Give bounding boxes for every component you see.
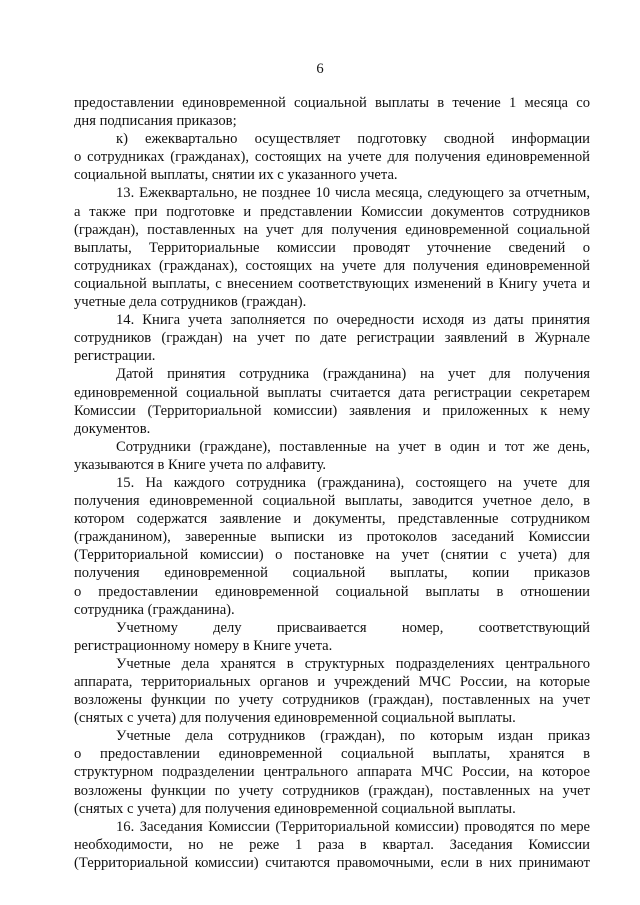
text-line: единовременной социальной выплаты считается дата регистрации секретарем xyxy=(74,384,590,401)
text-line: к) ежеквартально осуществляет подготовку сводной информации xyxy=(116,131,590,148)
text-line: Учетные дела хранятся в структурных подразделениях центрального xyxy=(116,655,590,672)
text-line: регистрации. xyxy=(74,348,156,365)
paragraph-13 xyxy=(74,184,590,311)
text-line: 13. Ежеквартально, не позднее 10 числа месяца, следующего за отчетным, xyxy=(116,185,590,202)
text-line: получения единовременной социальной выплаты, копии приказов xyxy=(74,565,590,582)
paragraph-continuation xyxy=(74,94,590,130)
text-line: регистрационному номеру в Книге учета. xyxy=(74,637,333,654)
text-line: выплаты, Территориальные комиссии проводят уточнение сведений о xyxy=(74,239,590,256)
text-line: (гражданином), заверенные выписки из протоколов заседаний Комиссии xyxy=(74,529,590,546)
text-line: о предоставлении единовременной социальной выплаты в отношении xyxy=(74,583,590,600)
text-line: аппарата, территориальных органов и учреждений МЧС России, на которые xyxy=(74,674,590,690)
text-line: необходимости, но не реже 1 раза в квартал. Заседания Комиссии xyxy=(74,836,590,853)
text-line: о сотрудниках (гражданах), состоящих на учете для получения единовременной xyxy=(74,149,590,166)
text-line: возложены функции по учету сотрудников (граждан), поставленных на учет xyxy=(74,782,590,799)
text-line: дня подписания приказов; xyxy=(74,113,237,130)
text-line: сотрудника (гражданина). xyxy=(74,601,235,618)
paragraph-16 xyxy=(74,818,590,872)
text-line: 14. Книга учета заполняется по очередности исходя из даты принятия xyxy=(116,312,590,329)
text-line: возложены функции по учету сотрудников (граждан), поставленных на учет xyxy=(74,692,590,709)
text-line: (Территориальной комиссии) считаются правомочными, если в них принимают xyxy=(74,854,590,871)
paragraph-14 xyxy=(74,311,590,365)
document-body xyxy=(74,94,590,872)
paragraph-15-storage xyxy=(74,655,590,727)
text-line: социальной выплаты, снятии их с указанного учета. xyxy=(74,167,398,184)
text-line: указываются в Книге учета по алфавиту. xyxy=(74,456,327,473)
paragraph-15 xyxy=(74,474,590,619)
text-line: Сотрудники (граждане), поставленные на учет в один и тот же день, xyxy=(116,438,590,455)
text-line: Датой принятия сотрудника (гражданина) на учет для получения xyxy=(116,366,590,383)
text-line: сотрудников (граждан) на учет по дате регистрации заявлений в Журнале xyxy=(74,330,590,347)
text-line: (граждан), поставленных на учет для получения единовременной социальной xyxy=(74,221,590,238)
page-number: 6 xyxy=(316,61,324,77)
text-line: котором содержатся заявление и документы, представленные сотрудником xyxy=(74,511,590,528)
text-line: документов. xyxy=(74,420,151,437)
text-line: получения единовременной социальной выплаты, заводится учетное дело, в xyxy=(74,493,590,510)
text-line: социальной выплаты, с внесением соответствующих изменений в Книгу учета и xyxy=(74,275,590,292)
paragraph-14-alphabet xyxy=(74,438,590,474)
text-line: о предоставлении единовременной социальной выплаты, хранятся в xyxy=(74,746,590,763)
text-line: структурном подразделении центрального аппарата МЧС России, на которое xyxy=(74,764,590,781)
text-line: 16. Заседания Комиссии (Территориальной комиссии) проводятся по мере xyxy=(116,818,590,835)
paragraph-15-orders xyxy=(74,727,590,817)
text-line: Учетному делу присваивается номер, соответствующий xyxy=(116,619,590,636)
text-line: учетные дела сотрудников (граждан). xyxy=(74,294,307,311)
paragraph-15-number xyxy=(74,619,590,655)
text-line: сотрудниках (гражданах), состоящих на учете для получения единовременной xyxy=(74,257,590,274)
text-line: 15. На каждого сотрудника (гражданина), состоящего на учете для xyxy=(116,474,590,491)
text-line: (снятых с учета) для получения единовременной социальной выплаты. xyxy=(74,710,516,727)
text-line: предоставлении единовременной социальной выплаты в течение 1 месяца со xyxy=(74,95,590,111)
text-line: а также при подготовке и представлении Комиссии документов сотрудников xyxy=(74,203,590,220)
text-line: (снятых с учета) для получения единовременной социальной выплаты. xyxy=(74,800,516,817)
text-line: (Территориальной комиссии) о постановке на учет (снятии с учета) для xyxy=(74,547,590,564)
paragraph-item-k xyxy=(74,130,590,184)
text-line: Учетные дела сотрудников (граждан), по которым издан приказ xyxy=(116,728,590,745)
text-line: Комиссии (Территориальной комиссии) заявления и приложенных к нему xyxy=(74,402,590,419)
paragraph-14-date xyxy=(74,365,590,437)
